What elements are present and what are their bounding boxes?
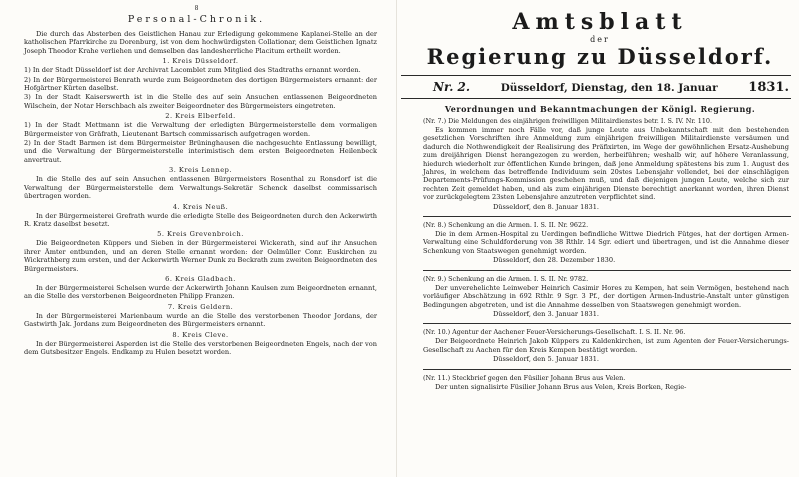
kreis-block [24,275,377,301]
notice-text: Der unten signalisirte Füsilier Johann Brus aus Velen, Kreis Borken, Regie- [435,382,687,391]
paragraph: In die Stelle des auf sein Ansuchen entlassenen Bürgermeisters Rosenthal zu Ronsdorf ist die Verwaltung der Bürgermeisterstelle dem Verwaltungs-Sekretär Schenck daselbst commissarisch übertragen worden. [24,175,377,201]
paragraph: In der Bürgermeisterei Grefrath wurde die erledigte Stelle des Beigeordneten durch den Ackerwirth R. Kratz daselbst besetzt. [24,211,377,228]
kreis-heading: 5. Kreis Grevenbroich. [157,230,244,239]
notice-text: Es kommen immer noch Fälle vor, daß junge Leute aus Unbekanntschaft mit den bestehenden gesetzlichen Vorschriften ihre Anmeldung zum einjährigen freiwilligen Militairdienste versäumen und dadurch die Nothwendigkeit der Realisirung des Präfixirten, im Wege der gewöhnlichen Ersatz-Aushebung zum dreijährigen Dienst herangezogen zu werden, herbeiführen; weshalb wir, auf höhere Veranlassung, hiedurch wiederholt zur öffentlichen Kunde bringen, daß jene Anmeldung spätestens bis zum 1. August des Jahres, in welchem das betreffende Individuum sein 20stes Lebensjahr vollendet, bei der einschlägigen Departements-Prüfungs-Kommission geschehen muß, und daß diejenigen jungen Leute, welche sich zur rechten Zeit gemeldet haben, und als zum einjährigen Dienste berechtigt anerkannt worden, ihren Dienst vor zurückgelegtem 23sten Lebensjahre anzutreten verpflichtet sind. [423,126,789,202]
page-number: 8 [194,5,199,12]
notice-dateline: Düsseldorf, den 3. Januar 1831. [493,309,600,318]
section-heading: Verordnungen und Bekanntmachungen der Königl. Regierung. [444,104,756,114]
kreis-heading: 6. Kreis Gladbach. [165,274,236,283]
paragraph: 2) In der Bürgermeisterei Benrath wurde zum Beigeordneten des dortigen Bürgermeisters ernannt: der Hofgärtner Kürten daselbst. [24,75,377,93]
kreis-heading: 4. Kreis Neuß. [172,202,229,211]
masthead-article: der [590,35,610,44]
kreis-block [24,331,377,357]
kreis-heading: 8. Kreis Cleve. [172,330,229,339]
kreis-heading: 2. Kreis Elberfeld. [165,112,236,121]
right-page [401,0,799,477]
masthead-subtitle: Regierung zu Düsseldorf. [426,44,774,69]
paragraph: In der Bürgermeisterei Asperden ist die Stelle des verstorbenen Beigeordneten Engels, nach der von dem Gutsbesitzer Engels. Endkamp zu Hulen besetzt worden. [24,339,377,356]
kreis-block [24,166,377,200]
issue-year: 1831. [748,80,789,95]
issue-number: Nr. 2. [433,80,471,94]
kreis-heading: 3. Kreis Lennep. [169,166,232,175]
separator-rule [423,270,791,271]
notice-item [423,117,789,211]
paragraph: In der Bürgermeisterei Schelsen wurde der Ackerwirth Johann Kaulsen zum Beigeordneten ernannt, an die Stelle des verstorbenen Beigeordneten Philipp Franzen. [24,283,377,301]
notice-text: Der unverehelichte Leinweber Heinrich Casimir Hores zu Kempen, hat sein Vermögen, bestehend nach vorläufiger Abschätzung in 692 Rthlr. 9 Sgr. 3 Pf., der dortigen Armen-Industrie-Anstalt unter günstigen Bedingungen abgetreten, und ist die Annahme desselben von Staatswegen genehmigt worden. [423,283,789,309]
separator-rule [423,369,791,370]
masthead-title: Amtsblatt [512,9,688,35]
notice-text: Der Beigeordnete Heinrich Jakob Küppers zu Kaldenkirchen, ist zum Agenten der Feuer-Versicherungs-Gesellschaft zu Aachen für den Kreis Kempen bestätigt worden. [423,337,789,354]
notice-reference: (Nr. 8.) Schenkung an die Armen. I. S. II. Nr. 9622. [423,221,589,230]
notice-dateline: Düsseldorf, den 5. Januar 1831. [493,355,600,364]
notice-reference: (Nr. 11.) Steckbrief gegen den Füsilier Johann Brus aus Velen. [423,373,626,382]
kreis-heading: 1. Kreis Düsseldorf. [162,57,239,66]
separator-rule [423,216,791,217]
paragraph: 1) In der Stadt Düsseldorf ist der Archivrat Lacomblet zum Mitglied des Stadtraths ernannt worden. [24,66,361,75]
notice-text: Die in dem Armen-Hospital zu Uerdingen befindliche Wittwe Diedrich Fütges, hat der dortigen Armen-Verwaltung eine Schuldforderung von 38 Rthlr. 14 Sgr. ediert und übertragen, und ist die Annahme dieser Schenkung von Staatswegen genehmigt worden. [423,230,789,255]
notice-reference: (Nr. 10.) Agentur der Aachener Feuer-Versicherungs-Gesellschaft. I. S. II. Nr. 96. [423,328,686,337]
paragraph: 2) In der Stadt Barmen ist dem Bürgermeister Brüninghausen die nachgesuchte Entlassung bewilligt, und die Verwaltung der Bürgermeisterstelle interimistisch dem ersten Beigeordneten Heilenbeck anvertraut. [24,139,377,164]
kreis-block [24,203,377,229]
notice-item [423,374,789,391]
issue-date: Düsseldorf, Dienstag, den 18. Januar [500,82,718,94]
kreis-heading: 7. Kreis Geldern. [167,302,234,311]
kreis-block [24,230,377,273]
notice-dateline: Düsseldorf, den 8. Januar 1831. [493,202,600,211]
page-gutter [396,0,397,477]
separator-rule [423,323,791,324]
notice-reference: (Nr. 9.) Schenkung an die Armen. I. S. II. Nr. 9782. [423,274,589,283]
paragraph: Die Beigeordneten Küppers und Sieben in der Bürgermeisterei Wickerath, sind auf ihr Ansuchen ihrer Ämter entbunden, und an deren Stelle ernannt worden: der Oelmüller Conr. Euskirchen zu Wickrathberg zum ersten, und der Ackerwirth Werner Dunk zu Beckrath zum zweiten Beigeordneten des Bürgermeisters. [24,239,377,273]
notice-reference: (Nr. 7.) Die Meldungen des einjährigen freiwilligen Militairdienstes betr. I. S. IV. Nr. 110. [423,117,712,125]
intro-paragraph: Die durch das Absterben des Geistlichen Hanau zur Erledigung gekommene Kaplanei-Stelle an der katholischen Pfarrkirche zu Dorenburg, ist von dem hochwürdigsten Collationar, dem Geistlichen Ignatz Joseph Theodor Krahe verliehen und demselben das landesherrliche Placitum ertheilt worden. [24,30,377,55]
issue-bar [401,75,791,99]
notice-dateline: Düsseldorf, den 28. Dezember 1830. [493,256,616,265]
notice-item [423,275,789,319]
notice-item [423,328,789,363]
paragraph: 1) In der Stadt Mettmann ist die Verwaltung der erledigten Bürgermeisterstelle dem vormaligen Bürgermeister von Gräfrath, Lieutenant Bartsch commissarisch aufgetragen worden. [24,121,377,138]
kreis-block [24,112,377,164]
left-page [0,0,393,477]
notice-item [423,221,789,265]
kreis-block [24,303,377,329]
kreis-block [24,57,377,110]
paragraph: In der Bürgermeisterei Marienbaum wurde an die Stelle des verstorbenen Theodor Jordans, der Gastwirth Jak. Jordans zum Beigeordneten des Bürgermeisters ernannt. [24,311,377,329]
section-title: Personal-Chronik. [127,14,266,25]
paragraph: 3) In der Stadt Kaiserswerth ist in die Stelle des auf sein Ansuchen entlassenen Beigeordneten Wilschein, der Notar Herschbach als zweiter Beigeordneter des Bürgermeisters eingetreten. [24,93,377,110]
